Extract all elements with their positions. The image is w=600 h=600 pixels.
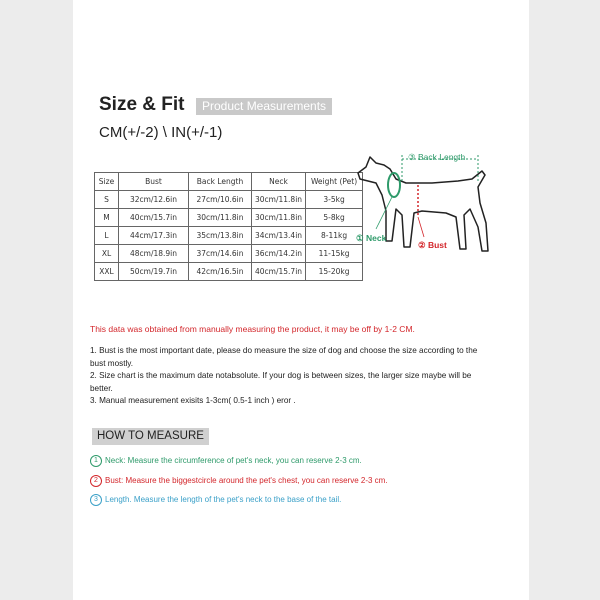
cell: 42cm/16.5in: [189, 263, 252, 281]
table-header-row: [95, 173, 363, 191]
table-row: [95, 227, 363, 245]
cell: 11-15kg: [306, 245, 363, 263]
table-row: [95, 209, 363, 227]
cell: 50cm/19.7in: [119, 263, 189, 281]
dog-diagram: [352, 145, 497, 275]
cell: S: [95, 191, 119, 209]
step-number-icon: 1: [90, 455, 102, 467]
step-text: Length. Measure the length of the pet's neck to the base of the tail.: [105, 495, 342, 505]
page-title: Size & Fit: [99, 94, 185, 115]
step-number-icon: 3: [90, 494, 102, 506]
header-weight: Weight (Pet): [306, 173, 363, 191]
cell: 40cm/15.7in: [119, 209, 189, 227]
product-card: [73, 0, 529, 600]
header-bust: Bust: [119, 173, 189, 191]
bust-pointer: [418, 217, 424, 237]
neck-label: ① Neck: [356, 233, 387, 243]
cell: XXL: [95, 263, 119, 281]
note-item: 2. Size chart is the maximum date notabsolute. If your dog is between sizes, the larger size maybe will be better.: [90, 371, 472, 393]
step-text: Bust: Measure the biggestcircle around the pet's chest, you can reserve 2-3 cm.: [105, 476, 388, 486]
cell: 15-20kg: [306, 263, 363, 281]
cell: XL: [95, 245, 119, 263]
step-text: Neck: Measure the circumference of pet's neck, you can reserve 2-3 cm.: [105, 456, 362, 466]
measure-step-bust: [90, 475, 388, 487]
cell: L: [95, 227, 119, 245]
step-number-icon: 2: [90, 475, 102, 487]
cell: 32cm/12.6in: [119, 191, 189, 209]
header-neck: Neck: [252, 173, 306, 191]
cell: 5-8kg: [306, 209, 363, 227]
cell: 44cm/17.3in: [119, 227, 189, 245]
cell: 30cm/11.8in: [252, 191, 306, 209]
table-row: [95, 245, 363, 263]
back-length-label: ③ Back Length: [408, 152, 466, 162]
cell: 40cm/15.7in: [252, 263, 306, 281]
units-note: CM(+/-2) \ IN(+/-1): [99, 124, 223, 141]
cell: 8-11kg: [306, 227, 363, 245]
cell: 27cm/10.6in: [189, 191, 252, 209]
measure-step-neck: [90, 455, 362, 467]
bust-label: ② Bust: [418, 240, 447, 250]
cell: 30cm/11.8in: [189, 209, 252, 227]
cell: 37cm/14.6in: [189, 245, 252, 263]
measurements-badge: Product Measurements: [196, 98, 332, 115]
cell: M: [95, 209, 119, 227]
note-item: 3. Manual measurement exisits 1-3cm( 0.5-1 inch ) eror .: [90, 396, 296, 405]
header-size: Size: [95, 173, 119, 191]
cell: 3-5kg: [306, 191, 363, 209]
accuracy-warning: This data was obtained from manually measuring the product, it may be off by 1-2 CM.: [90, 324, 415, 334]
cell: 35cm/13.8in: [189, 227, 252, 245]
table-row: [95, 263, 363, 281]
size-table: [94, 172, 363, 281]
how-to-measure-title: HOW TO MEASURE: [92, 428, 209, 445]
notes-list: [90, 345, 485, 408]
table-row: [95, 191, 363, 209]
note-item: 1. Bust is the most important date, please do measure the size of dog and choose the size according to the bust mostly.: [90, 346, 478, 368]
cell: 30cm/11.8in: [252, 209, 306, 227]
cell: 36cm/14.2in: [252, 245, 306, 263]
measure-step-length: [90, 494, 341, 506]
cell: 34cm/13.4in: [252, 227, 306, 245]
header-back-length: Back Length: [189, 173, 252, 191]
cell: 48cm/18.9in: [119, 245, 189, 263]
